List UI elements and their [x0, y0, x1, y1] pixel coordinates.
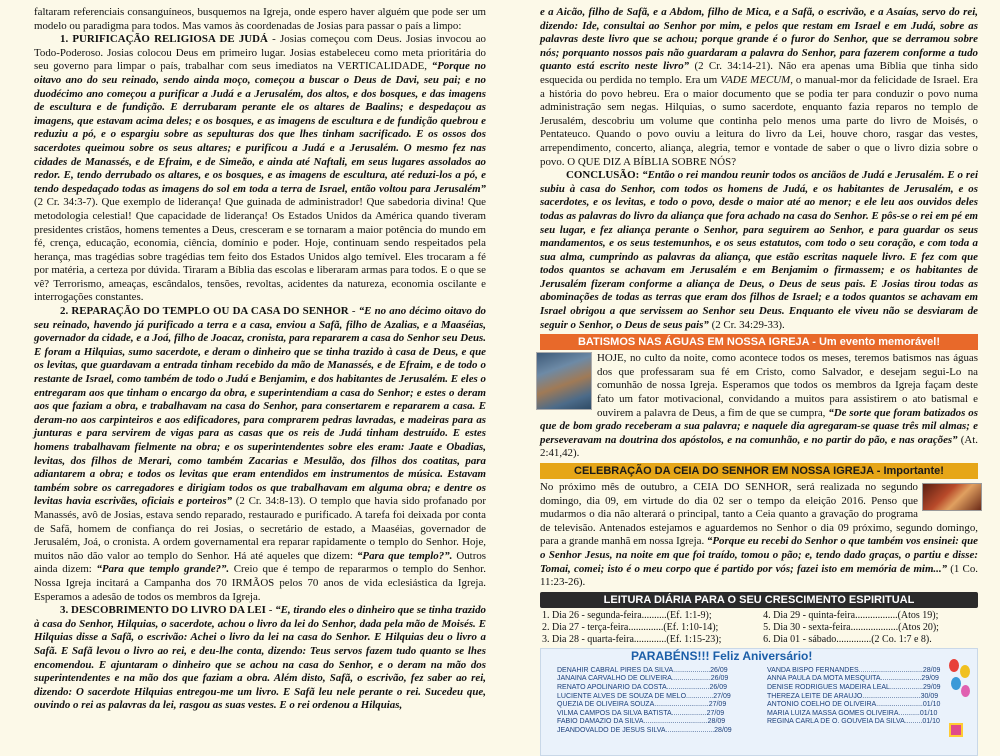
baptism-text: HOJE, no culto da noite, como acontece todos os meses, teremos batismos nas águas dos que professaram sua fé em Cristo, como Salvador, e desejam segui-Lo na comunhão de nossa Igreja. Esperamos que todos os membros da Igreja façam deste fato um fator motivacional, convidando a muitos para assistirem o ato batismal e ouvirem a palavra de Deus, a fim de que se cumpra, — [597, 352, 978, 419]
conclusion-quote: “Então o rei mandou reunir todos os anciãos de Judá e Jerusalém. E o rei subiu à casa do Senhor, com todos os homens de Judá, e os habitantes de Jerusalém, e os sacerdotes, e os levitas, e todo o povo, desde o maior até ao menor; e ele leu aos ouvidos deles todas as palavras do livro da aliança que fora achado na casa do Senhor. E pôs-se o rei em pé em seu lugar, e fez aliança perante o Senhor, para seguirem ao Senhor, e para guardar os seus mandamentos, e os seus testemunhos, e os seus estatutos, com todo o seu coração, e com toda a sua alma, cumprindo as palavras da aliança, que estão escritas naquele livro. E fez com que todos quantos se achavam em Jerusalém e em Benjamim o firmassem; e os habitantes de Jerusalém fizeram conforme a aliança de Deus, o Deus de seus pais. E Josias tirou todas as abominações de todas as terras que eram dos filhos de Israel; e a todos quantos se achavam em Israel obrigou a que servissem ao Senhor seu Deus. Enquanto ele viveu não se desviaram de seguir o Senhor, o Deus de seus pais” — [540, 169, 978, 331]
section-2-dash: - — [348, 305, 359, 318]
section-3-quote: “E, tirando eles o dinheiro que se tinha trazido à casa do Senhor, Hilquias, o sacerdote, achou o livro da lei do Senhor, dada pela mão de Moisés. E Hilquias disse a Safã, o escrivão: Achei o livro da lei na casa do Senhor. E Hilquias deu o livro a Safã. E Safã levou o livro ao rei, e deu-lhe conta, dizendo: Teus servos fazem tudo quanto se lhes encomendou. E ajuntaram o dinheiro que se achou na casa do Senhor, e o deram na mão dos superintendentes e na mão dos que faziam a obra. Além disto, Safã, o escrivão, fez saber ao rei, dizendo: O sacerdote Hilquias entregou-me um livro. E Safã leu nele perante o rei. Sucedeu que, ouvindo o rei as palavras da lei, rasgou as suas vestes. E o rei ordenou a Hilquias, — [34, 604, 486, 712]
section-3-title: 3. DESCOBRIMENTO DO LIVRO DA LEI — [60, 604, 266, 617]
section-2-text-2: Outros ainda dizem: — [34, 549, 486, 576]
birthday-entry: JEANDOVALDO DE JESUS SILVA.........................28/09 — [557, 726, 732, 734]
communion-text: No próximo mês de outubro, a CEIA DO SENHOR, será realizada no segundo domingo, dia 09, em virtude do dia 02 ser o tempo da eleição 2016. Penso que mudarmos o dia não alterará o principal, tanto a Ceia quanto a gravação do programa de televisão. Antenados estejamos e aguardemos no Senhor o dia 09 próximo, segundo domingo, para a grande manhã em nossa Igreja. — [540, 481, 978, 548]
section-3-text-2: , o manual-mor da felicidade de Israel. Era a história do povo hebreu. Era o maior documento que se podia ter para conduzir o povo numa administração sem negas. Hilquias, o sumo sacerdote, enquanto fazia reparos no templo de Jerusalém, descobriu um volume que continha pelo menos uma parte do livro de Moisés, o Pentateuco. Quando o povo ouviu a leitura do livro da Lei, houve choro, rasgar das vestes, arrependimento, concerto, aliança, alegria, temor e vontade de saber o que o livro dizia sobre o povo. O QUE DIZ A BÍBLIA SOBRE NÓS? — [540, 73, 978, 168]
birthday-entry: DENAHIR CABRAL PIRES DA SILVA...................26/09 — [557, 666, 728, 674]
birthday-entry: QUEZIA DE OLIVEIRA SOUZA............................27/09 — [557, 701, 727, 709]
baptism-quote: “De sorte que foram batizados os que de bom grado receberam a sua palavra; e naquele dia agregaram-se quase três mil almas; e perseveravam na doutrina dos apóstolos, e na comunhão, e no partir do pão, e nas orações” — [540, 406, 978, 446]
intro-text: faltaram referenciais consanguíneos, busquemos na Igreja, onde espero haver alguém que pode ser um modelo ou paradigma para todos. Mas vamos às coordenadas de Josias para passar o país a limpo: — [34, 6, 486, 32]
section-2-text-3: Creio que é tempo de repararmos o templo do Senhor. Nossa Igreja incitará a Campanha dos 70 IRMÃOS pelos 70 anos de vida eclesiástica da Igreja. Esperamos a adesão de todos os membros da Igreja. — [34, 563, 486, 603]
communion-banner: CELEBRAÇÃO DA CEIA DO SENHOR EM NOSSA IGREJA - Importante! — [540, 463, 978, 479]
vade-mecum-term: VADE MECUM — [720, 73, 791, 86]
reading-item: 6. Dia 01 - sábado..............(2 Co. 1:7 e 8). — [763, 633, 932, 645]
reading-item: 3. Dia 28 - quarta-feira.............(Ef. 1:15-23); — [542, 633, 722, 645]
baptism-reference: (At. 2:41,42). — [540, 433, 978, 460]
conclusion-reference: (2 Cr. 34:29-33). — [708, 318, 785, 331]
intro-paragraph — [34, 6, 486, 33]
birthday-entry: JANAINA CARVALHO DE OLIVEIRA....................26/09 — [557, 675, 729, 683]
reading-row — [540, 622, 978, 634]
section-3 — [34, 604, 486, 713]
section-3-text: (2 Cr. 34:14-21). Não era apenas uma Bíblia que tinha sido esquecida ou perdida no templo. Era um — [540, 60, 978, 86]
section-1-text-2: (2 Cr. 34:3-7). Que exemplo de liderança! Que guinada de administrador! Que sabedoria divina! Que metodologia celestial! Que capacidade de liderança! Os Estados Unidos da América quando tiveram presidentes cristãos, homens tementes a Deus, cresceram e se tornaram a maior potência do mundo em fé, crença, educação, economia, ciência, domínio e poder. Hoje, continuam sendo respeitados pela herança, mas tragédias sobre tragédias tem feito dos Estados Unidos algo temível. Eles trocaram a fé por matéria, a certeza por dúvida. Tiraram a Bíblia das escolas e liberaram armas para todos. E o que se vê? Terrorismo, ameaças, escândalos, tensões, revoltas, acidentes da natureza, economia oscilante e interrogações constantes. — [34, 196, 486, 304]
birthday-entry: FABIO DAMAZIO DA SILVA.................................28/09 — [557, 718, 726, 726]
section-1-title: 1. PURIFICAÇÃO RELIGIOSA DE JUDÁ — [60, 33, 268, 46]
conclusion — [540, 169, 978, 332]
section-2-text: (2 Cr. 34:8-13). O templo que havia sido profanado por Manassés, avô de Josias, estava sendo reparado, restaurado e purificado. A tarefa foi deixada por conta de Safã, homem de confiança do rei Josias, o secretário de estado, a Maaséias, governador de Jerusalém, Joá, o cronista. A ordem governamental era reparar rapidamente o templo do Senhor. Hoje, muitos não dão valor ao templo do Senhor. Há até aqueles que dizem: — [34, 495, 486, 562]
section-1-quote: “Porque no oitavo ano do seu reinado, sendo ainda moço, começou a buscar o Deus de Davi, seu pai; e no duodécimo ano começou a purificar a Judá e a Jerusalém, dos altos, e dos bosques, e das imagens de escultura e de fundição. E derrubaram perante ele os altares de Baalins; e despedaçou as imagens, que estavam acima deles; e os bosques, e as imagens de escultura e de fundição quebrou e reduziu a pó, e o espargiu sobre as sepulturas dos que lhes tinham sacrificado. E os ossos dos sacerdotes queimou sobre os seus altares; e purificou a Judá e a Jerusalém. O mesmo fez nas cidades de Manassés, e de Efraim, e de Simeão, e ainda até Naftali, em seus lugares assolados ao redor. E, tendo derrubado os altares, e os bosques, e as imagens de escultura, até reduzi-los a pó, e tendo despedaçado todas as imagens do sol em toda a terra de Israel, então voltou para Jerusalém” — [34, 60, 487, 195]
baptism-photo — [536, 352, 592, 410]
communion-quote: “Porque eu recebi do Senhor o que também vos ensinei: que o Senhor Jesus, na noite em que foi traído, tomou o pão; e, tendo dado graças, o partiu e disse: Tomai, comei; isto é o meu corpo que é partido por vós; fazei isto em memória de mim...” — [540, 535, 978, 575]
section-2-quote-short-2: “Para que templo grande?”. — [96, 563, 230, 576]
section-1 — [34, 33, 486, 305]
birthday-entry: RENATO APOLINARIO DA COSTA......................26/09 — [557, 683, 727, 691]
birthday-list — [557, 667, 961, 736]
birthday-entry: ANTONIO COELHO DE OLIVEIRA........................01/10 — [767, 701, 941, 709]
communion-reference: (1 Co. 11:23-26). — [540, 562, 978, 589]
reading-row — [540, 634, 978, 646]
reading-item: 5. Dia 30 - sexta-feira...................(Atos 20); — [763, 621, 939, 633]
reading-item: 2. Dia 27 - terça-feira..............(Ef. 1:10-14); — [542, 621, 719, 633]
communion-photo — [922, 483, 982, 511]
reading-table — [540, 610, 978, 646]
balloons-icon — [947, 659, 973, 739]
birthday-box — [540, 648, 978, 756]
birthday-entry — [767, 727, 959, 736]
section-2-quote: “E no ano décimo oitavo do seu reinado, havendo já purificado a terra e a casa, enviou a Safã, filho de Azalias, e a Maaséias, governador da cidade, e a Joá, filho de Joacaz, cronista, para repararem a casa do Senhor seu Deus. E foram a Hilquias, sumo sacerdote, e deram o dinheiro que se tinha trazido à casa de Deus, e que os levitas, que guardavam a entrada tinham recebido da mão de Manassés, e de Efraim, e de todo o restante de Israel, como também de todo o Judá e Benjamim, e dos habitantes de Jerusalém. E eles o entregaram aos que tinham o encargo da obra, e superintendiam a casa do Senhor; e estes o deram aos que faziam a obra, e trabalhavam na casa do Senhor, para consertarem e repararem a casa. E deram-no aos carpinteiros e aos edificadores, para comprarem pedras lavradas, e madeiras para as junturas e para servirem de vigas para as casas que os reis de Judá tinham destruído. E estes homens trabalhavam fielmente na obra; e os superintendentes sobre eles eram: Jaate e Obadias, levitas, dos filhos de Merari, como também Zacarias e Mesulão, dos filhos dos coatitas, para adiantarem a obra; e todos os levitas que eram entendidos em instrumentos de música. Estavam também sobre os carregadores e dirigiam todos os que trabalhavam em alguma obra; e dentre os levitas havia escrivães, oficiais e porteiros” — [34, 305, 486, 508]
birthday-entry: VILMA CAMPOS DA SILVA BATISTA..................27/09 — [557, 709, 725, 717]
birthday-entry: DENISE RODRIGUES MADEIRA LEAL.................29/09 — [767, 683, 941, 691]
section-3-continued — [540, 6, 978, 169]
reading-banner: LEITURA DIÁRIA PARA O SEU CRESCIMENTO ESPIRITUAL — [540, 592, 978, 608]
reading-item: 4. Dia 29 - quinta-feira.................(Atos 19); — [763, 609, 939, 621]
section-2-title: 2. REPARAÇÃO DO TEMPLO OU DA CASA DO SENHOR — [60, 305, 349, 318]
birthday-entry: LUCIENTE ALVES DE SOUZA DE MELO..............27/09 — [557, 692, 731, 700]
birthday-entry: MARIA LUIZA MASSA GOMES OLIVEIRA...........01/10 — [767, 709, 938, 717]
birthday-entry: REGINA CARLA DE O. GOUVEIA DA SILVA.........01/10 — [767, 718, 940, 726]
section-3-quote-continued: e a Aicão, filho de Safã, e a Abdom, filho de Mica, e a Safã, o escrivão, e a Asaías, servo do rei, dizendo: Ide, consultai ao Senhor por mim, e pelos que restam em Israel e em Judá, sobre as palavras deste livro que se achou; porque grande é o furor do Senhor, que se derramou sobre nós; porquanto nossos pais não guardaram a palavra do Senhor, para fazerem conforme a tudo quanto está escrito neste livro” — [540, 6, 978, 73]
section-3-dash: - — [265, 604, 276, 617]
section-2-quote-short-1: “Para que templo?”. — [356, 549, 453, 562]
section-1-text: - Josias começou com Deus. Josias invocou ao Todo-Poderoso. Josias colocou Deus em primeiro lugar. Josias estabeleceu como meta prioritária do seu governo para limpar o país, trabalhar com seus imediatos na VERTICALIDADE, — [34, 33, 486, 73]
baptism-banner: BATISMOS NAS ÁGUAS EM NOSSA IGREJA - Um evento memorável! — [540, 334, 978, 350]
right-column — [500, 0, 1000, 734]
reading-item: 1. Dia 26 - segunda-feira..........(Ef. 1:1-9); — [542, 609, 712, 621]
left-column — [0, 0, 500, 712]
birthday-entry: THEREZA LEITE DE ARAUJO..............................30/09 — [767, 692, 939, 700]
reading-row — [540, 610, 978, 622]
birthday-entry: VANDA BISPO FERNANDES.................................28/09 — [767, 666, 941, 674]
gift-icon — [949, 723, 963, 737]
birthday-entry: ANNA PAULA DA MOTA MESQUITA.....................29/09 — [767, 675, 939, 683]
baptism-paragraph — [540, 352, 978, 461]
conclusion-title: CONCLUSÃO: — [566, 169, 640, 182]
birthday-title: PARABÉNS!!! Feliz Aniversário! — [631, 648, 813, 663]
communion-paragraph — [540, 481, 978, 590]
section-2 — [34, 305, 486, 604]
